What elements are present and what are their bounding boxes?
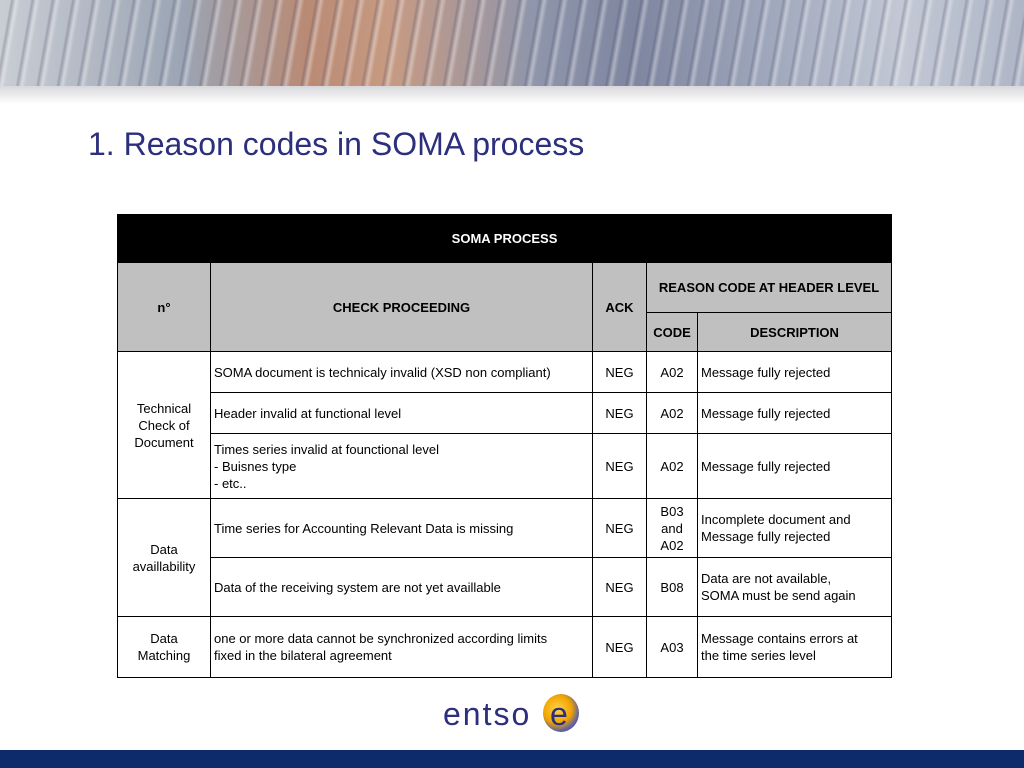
group-label-technical: Technical Check of Document bbox=[118, 352, 211, 499]
code-cell: A02 bbox=[647, 352, 698, 393]
logo-e-letter: e bbox=[550, 696, 568, 732]
check-cell: Header invalid at functional level bbox=[211, 393, 593, 434]
header-description: DESCRIPTION bbox=[698, 313, 892, 352]
check-cell: SOMA document is technicaly invalid (XSD non compliant) bbox=[211, 352, 593, 393]
header-number: n° bbox=[118, 263, 211, 352]
ack-cell: NEG bbox=[593, 434, 647, 499]
table-caption: SOMA PROCESS bbox=[118, 215, 892, 263]
group-label-availability: Data availlability bbox=[118, 499, 211, 617]
logo-wordmark: entso bbox=[443, 696, 532, 732]
table-row bbox=[118, 434, 892, 499]
check-cell: one or more data cannot be synchronized according limits fixed in the bilateral agreement bbox=[211, 617, 593, 678]
header-reason-code: REASON CODE AT HEADER LEVEL bbox=[647, 263, 892, 313]
header-code: CODE bbox=[647, 313, 698, 352]
footer-bar bbox=[0, 750, 1024, 768]
table-row bbox=[118, 393, 892, 434]
description-cell: Message fully rejected bbox=[698, 393, 892, 434]
check-cell: Times series invalid at founctional level - Buisnes type - etc.. bbox=[211, 434, 593, 499]
table-row bbox=[118, 617, 892, 678]
description-cell: Data are not available, SOMA must be send again bbox=[698, 558, 892, 617]
code-cell: A02 bbox=[647, 434, 698, 499]
code-cell: A02 bbox=[647, 393, 698, 434]
header-banner-fade bbox=[0, 86, 1024, 104]
ack-cell: NEG bbox=[593, 393, 647, 434]
ack-cell: NEG bbox=[593, 499, 647, 558]
code-cell: B08 bbox=[647, 558, 698, 617]
description-cell: Message fully rejected bbox=[698, 352, 892, 393]
code-cell: A03 bbox=[647, 617, 698, 678]
ack-cell: NEG bbox=[593, 617, 647, 678]
entsoe-logo bbox=[443, 694, 583, 736]
table-row bbox=[118, 558, 892, 617]
check-cell: Time series for Accounting Relevant Data is missing bbox=[211, 499, 593, 558]
soma-reason-codes-table bbox=[117, 214, 892, 678]
table-row bbox=[118, 352, 892, 393]
table-caption-row bbox=[118, 215, 892, 263]
ack-cell: NEG bbox=[593, 558, 647, 617]
ack-cell: NEG bbox=[593, 352, 647, 393]
code-cell: B03 and A02 bbox=[647, 499, 698, 558]
header-ack: ACK bbox=[593, 263, 647, 352]
description-cell: Message contains errors at the time series level bbox=[698, 617, 892, 678]
check-cell: Data of the receiving system are not yet availlable bbox=[211, 558, 593, 617]
description-cell: Message fully rejected bbox=[698, 434, 892, 499]
table-row bbox=[118, 499, 892, 558]
header-banner-image bbox=[0, 0, 1024, 86]
group-label-matching: Data Matching bbox=[118, 617, 211, 678]
header-check-proceeding: CHECK PROCEEDING bbox=[211, 263, 593, 352]
description-cell: Incomplete document and Message fully rejected bbox=[698, 499, 892, 558]
table-header-row bbox=[118, 263, 892, 313]
slide-title: 1. Reason codes in SOMA process bbox=[88, 126, 585, 162]
